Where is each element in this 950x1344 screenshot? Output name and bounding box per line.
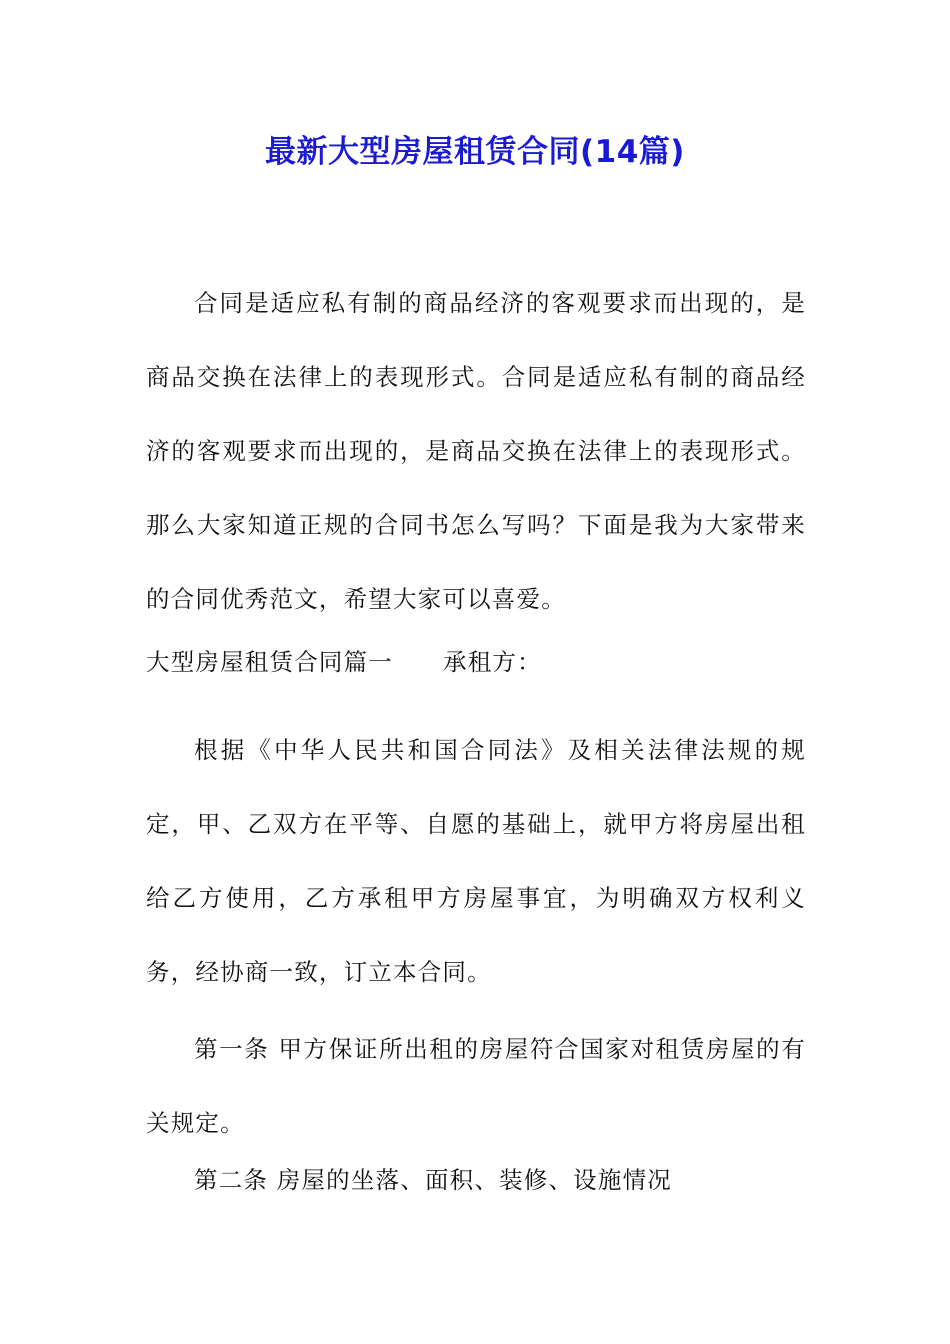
- clause-two-block: [146, 1160, 806, 1200]
- section-heading-line: [146, 642, 806, 682]
- clause-two-paragraph: 第二条 房屋的坐落、面积、装修、设施情况: [194, 1166, 672, 1194]
- party-label: 承租方：: [443, 648, 542, 676]
- preamble-paragraph: 根据《中华人民共和国合同法》及相关法律法规的规定，甲、乙双方在平等、自愿的基础上，就甲方将房屋出租给乙方使用，乙方承租甲方房屋事宜，为明确双方权利义务，经协商一致，订立本合同。: [146, 736, 806, 986]
- preamble-paragraph-block: [146, 713, 806, 1009]
- section-heading: 大型房屋租赁合同篇一: [146, 648, 393, 676]
- clause-one-block: [146, 1012, 806, 1160]
- intro-paragraph-block: [146, 266, 806, 636]
- clause-one-paragraph: 第一条 甲方保证所出租的房屋符合国家对租赁房屋的有关规定。: [146, 1035, 806, 1137]
- intro-paragraph: 合同是适应私有制的商品经济的客观要求而出现的，是商品交换在法律上的表现形式。合同是适应私有制的商品经济的客观要求而出现的，是商品交换在法律上的表现形式。那么大家知道正规的合同书怎么写吗？下面是我为大家带来的合同优秀范文，希望大家可以喜爱。: [146, 289, 806, 613]
- document-title: 最新大型房屋租赁合同(14篇): [265, 134, 685, 170]
